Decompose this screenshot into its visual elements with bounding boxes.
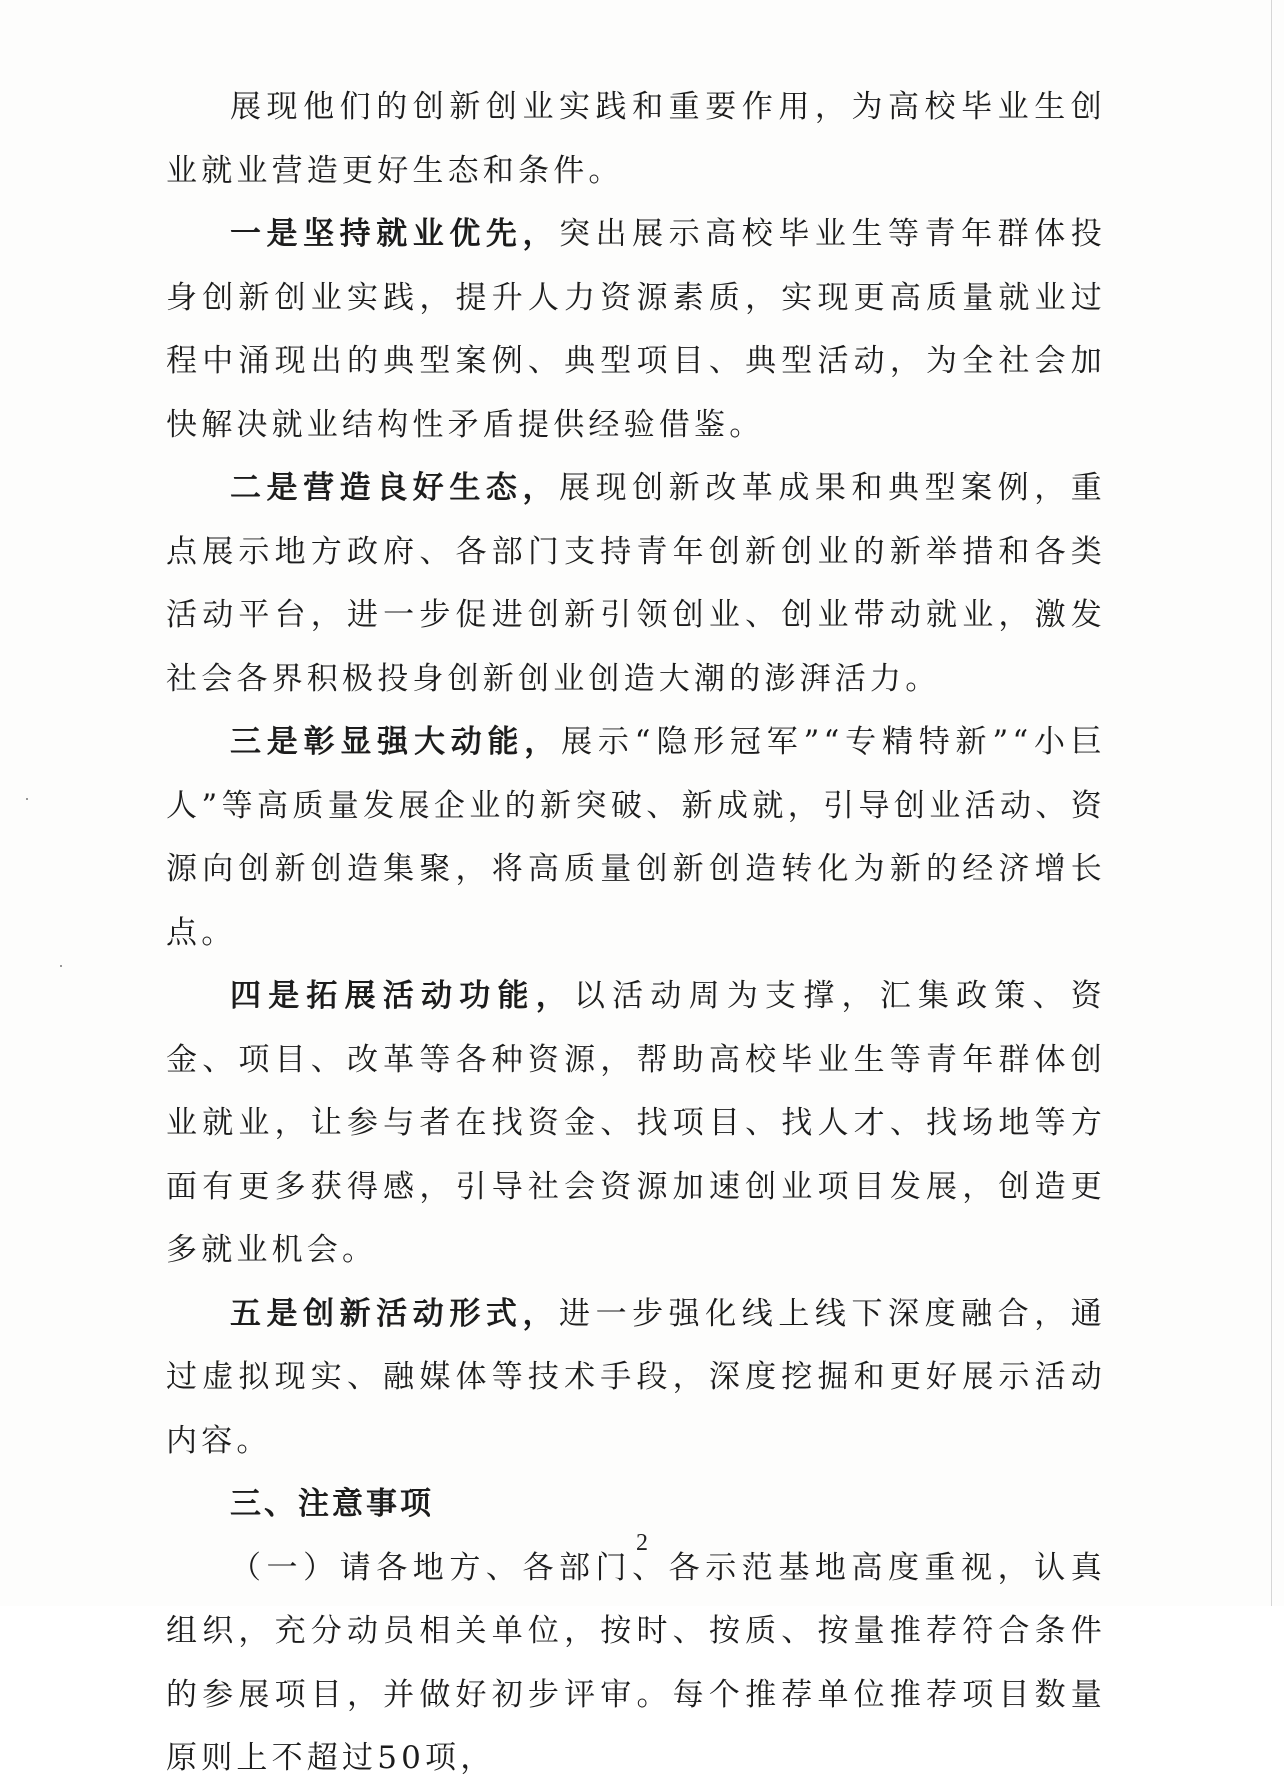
scan-speck [60,965,62,967]
page-edge-line [1271,0,1272,1606]
paragraph-point-4 [166,965,1106,1283]
paragraph-point-2 [166,457,1106,711]
paragraph-text: 展现他们的创新创业实践和重要作用，为高校毕业生创业就业营造更好生态和条件。 [166,89,1106,189]
paragraph-lead: 五是创新活动形式， [230,1295,560,1332]
page-number: 2 [636,1530,648,1556]
paragraph-lead: 一是坚持就业优先， [230,216,560,252]
paragraph-lead: 三是彰显强大动能， [230,724,562,760]
paragraph-point-3 [166,711,1106,965]
paragraph-point-5 [166,1283,1106,1474]
paragraph-text: 突出展示高校毕业生等青年群体投身创新创业实践，提升人力资源素质，实现更高质量就业过程中涌现出的典型案例、典型项目、典型活动，为全社会加快解决就业结构性矛盾提供经验借鉴。 [166,216,1106,443]
paragraph-notice-1: （一）请各地方、各部门、各示范基地高度重视，认真组织，充分动员相关单位，按时、按质、按量推荐符合条件的参展项目，并做好初步评审。每个推荐单位推荐项目数量原则上不超过50项， [166,1549,1106,1776]
paragraph-point-1 [166,203,1106,457]
scan-speck [26,798,28,800]
paragraph-text: 展示“隐形冠军”“专精特新”“小巨人”等高质量发展企业的新突破、新成就，引导创业活动、资源向创新创造集聚，将高质量创新创造转化为新的经济增长点。 [166,724,1106,951]
paragraph-lead: 四是拓展活动功能， [230,978,574,1014]
paragraph-intro [166,76,1106,203]
paragraph-text: 展现创新改革成果和典型案例，重点展示地方政府、各部门支持青年创新创业的新举措和各类活动平台，进一步促进创新引领创业、创业带动就业，激发社会各界积极投身创新创业创造大潮的澎湃活力。 [166,470,1106,697]
paragraph-text: 以活动周为支撑，汇集政策、资金、项目、改革等各种资源，帮助高校毕业生等青年群体创业就业，让参与者在找资金、找项目、找人才、找场地等方面有更多获得感，引导社会资源加速创业项目发展，创造更多就业机会。 [166,978,1106,1268]
paragraph-lead: 二是营造良好生态， [230,470,560,506]
section-heading: 三、注意事项 [230,1486,434,1522]
paragraph-text: 进一步强化线上线下深度融合，通过虚拟现实、融媒体等技术手段，深度挖掘和更好展示活动内容。 [166,1295,1106,1459]
